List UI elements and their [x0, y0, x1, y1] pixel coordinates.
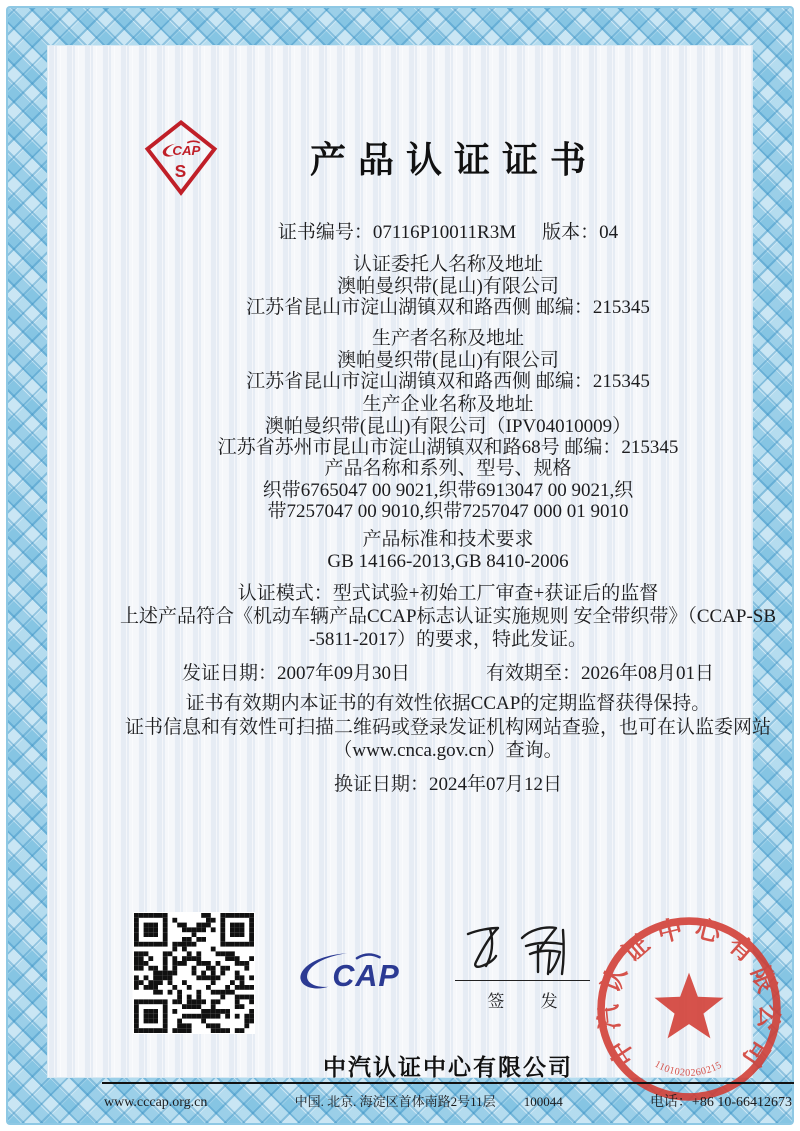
- version-value: 04: [599, 222, 619, 243]
- section-line: 江苏省昆山市淀山湖镇双和路西侧 邮编：215345: [246, 371, 650, 392]
- renewal-date: 换证日期：2024年07月12日: [333, 774, 562, 795]
- section-line: 澳帕曼织带(昆山)有限公司: [337, 349, 559, 371]
- seal-star-icon: [654, 973, 723, 1039]
- ccap-logo: [289, 947, 417, 997]
- signature-icon: [460, 916, 585, 978]
- footer-postcode: 100044: [523, 1094, 563, 1109]
- certificate-number-line: [100, 217, 796, 244]
- section-line: 澳帕曼织带(昆山)有限公司: [337, 275, 559, 297]
- date-row: [100, 658, 796, 685]
- svg-text:中汽认证中心有限公司: 中汽认证中心有限公司: [594, 914, 784, 1072]
- certificate-number-label: 证书编号：: [277, 222, 373, 243]
- footer-divider: [102, 1082, 794, 1084]
- verification-line: 证书信息和有效性可扫描二维码或登录发证机构网站查验，也可在认监委网站: [124, 717, 771, 738]
- svg-text:CAP: CAP: [332, 958, 400, 993]
- verification-note: [100, 717, 796, 762]
- certification-mode-line: 认证模式：型式试验+初始工厂审查+获证后的监督: [237, 583, 659, 604]
- footer-address: 中国. 北京. 海淀区首体南路2号11层 100044: [294, 1094, 563, 1109]
- qr-code: [133, 912, 255, 1034]
- statement-line: 上述产品符合《机动车辆产品CCAP标志认证实施规则 安全带织带》（CCAP-SB: [119, 606, 777, 627]
- certificate-number-value: 07116P10011R3M: [372, 222, 517, 243]
- certificate-body: [48, 46, 792, 1110]
- section-line: 澳帕曼织带(昆山)有限公司（IPV04010009）: [264, 415, 632, 437]
- section-header: 认证委托人名称及地址: [352, 254, 543, 275]
- verification-line: （www.cnca.gov.cn）查询。: [333, 739, 563, 761]
- footer-phone: 电话：+86 10-66412673: [649, 1095, 792, 1110]
- issue-date: 发证日期：2007年09月30日: [181, 663, 410, 684]
- svg-text:CAP: CAP: [172, 143, 201, 159]
- section-line: 带7257047 00 9010,织带7257047 000 01 9010: [267, 501, 629, 522]
- signature-rule: [455, 980, 590, 981]
- section-product-models: [100, 458, 796, 523]
- valid-until-date: 有效期至：2026年08月01日: [486, 663, 715, 684]
- signature-label: 签 发: [487, 992, 574, 1011]
- section-header: 生产者名称及地址: [371, 328, 524, 349]
- section-line: GB 14166-2013,GB 8410-2006: [327, 550, 569, 572]
- compliance-statement: [100, 605, 796, 651]
- validity-keep-line: 证书有效期内本证书的有效性依据CCAP的定期监督获得保持。: [185, 693, 711, 714]
- section-header: 产品名称和系列、型号、规格: [324, 458, 572, 479]
- section-header: 产品标准和技术要求: [362, 529, 534, 550]
- svg-text:1101020260215: 1101020260215: [652, 1058, 725, 1079]
- footer-row: [104, 1091, 792, 1111]
- section-header: 生产企业名称及地址: [362, 394, 534, 415]
- footer-website: www.cccap.org.cn: [104, 1095, 208, 1110]
- section-producer: [100, 328, 796, 393]
- section-factory: [100, 394, 796, 459]
- signature-block: [455, 916, 590, 1012]
- section-line: 江苏省昆山市淀山湖镇双和路西侧 邮编：215345: [246, 297, 650, 318]
- section-applicant: [100, 254, 796, 319]
- page-title: 产品认证证书: [309, 139, 598, 180]
- statement-line: -5811-2017）的要求，特此发证。: [309, 629, 587, 650]
- version-label: 版本：: [542, 222, 600, 243]
- svg-text:S: S: [174, 161, 187, 182]
- section-line: 江苏省苏州市昆山市淀山湖镇双和路68号 邮编：215345: [217, 437, 679, 458]
- issuer-company-name: 中汽认证中心有限公司: [323, 1054, 573, 1080]
- section-line: 织带6765047 00 9021,织带6913047 00 9021,织: [262, 479, 634, 501]
- section-standards: [100, 529, 796, 572]
